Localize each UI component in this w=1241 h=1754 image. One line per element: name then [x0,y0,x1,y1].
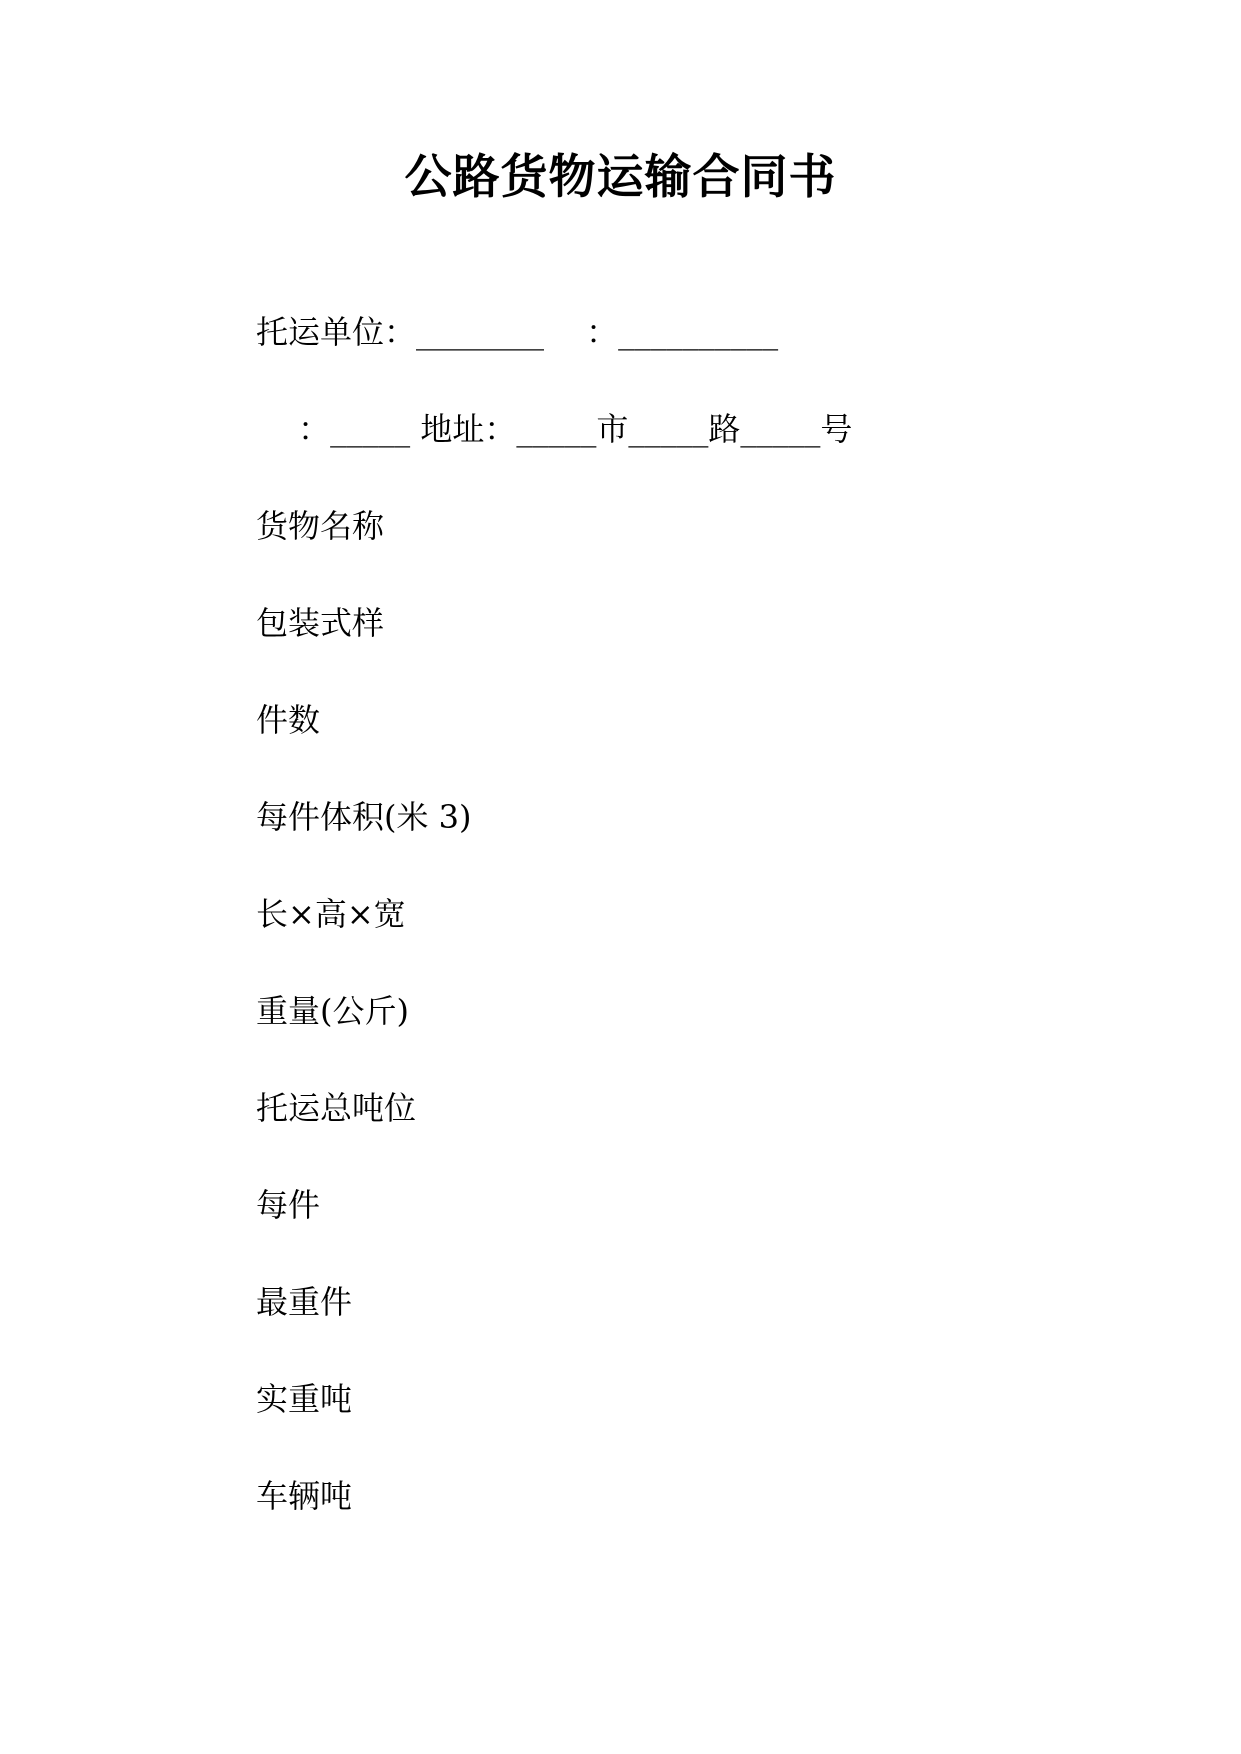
packaging-label: 包装式样 [256,604,385,642]
vehicle-tonnage-label: 车辆吨 [256,1477,353,1515]
dimensions-label: 长×高×宽 [256,895,406,933]
heaviest-piece-label: 最重件 [256,1283,353,1321]
total-tonnage-label: 托运总吨位 [256,1089,417,1127]
quantity-label: 件数 [256,701,321,739]
volume-label: 每件体积(米 3) [256,798,472,836]
shipper-unit-line: 托运单位：________ ：__________ [256,313,779,351]
document-title: 公路货物运输合同书 [404,150,837,205]
per-piece-label: 每件 [256,1186,321,1224]
goods-name-label: 货物名称 [256,507,385,545]
actual-weight-label: 实重吨 [256,1380,353,1418]
address-line: ：_____ 地址：_____市_____路_____号 [256,410,853,448]
weight-label: 重量(公斤) [256,992,409,1030]
